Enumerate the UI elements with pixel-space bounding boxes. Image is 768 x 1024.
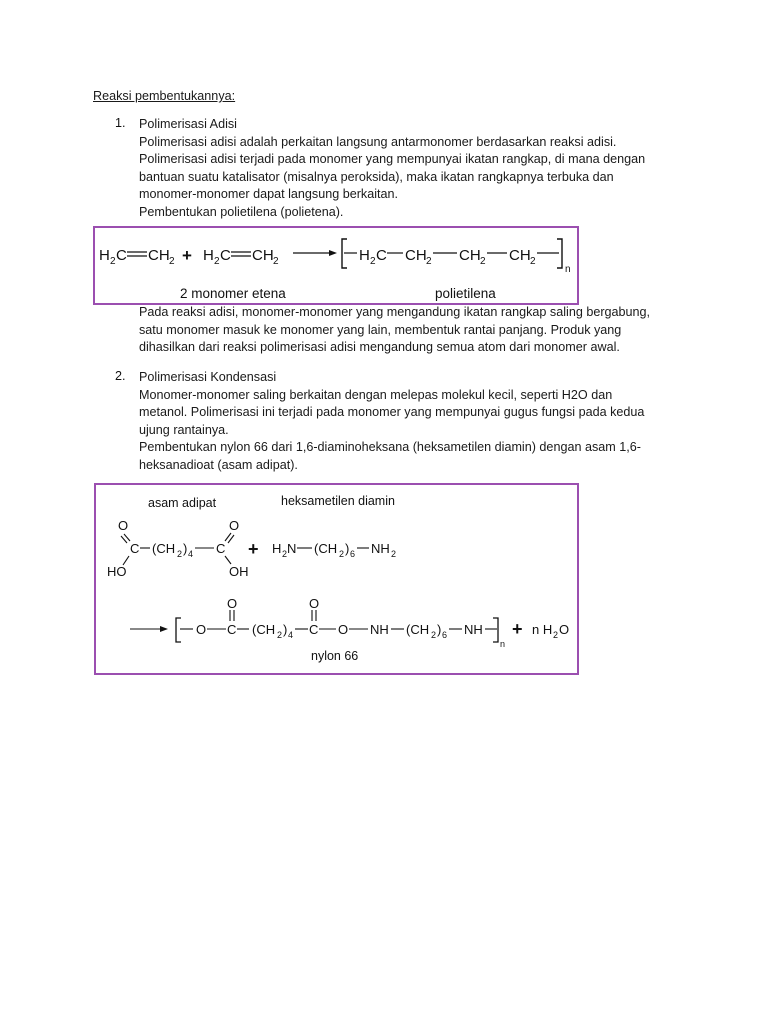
svg-text:(CH: (CH xyxy=(252,622,276,637)
svg-text:2: 2 xyxy=(553,630,559,640)
nylon-66-reaction-diagram xyxy=(96,485,577,673)
section-2-line: Pembentukan nylon 66 dari 1,6-diaminoheksana (heksametilen diamin) dengan asam 1,6- xyxy=(139,440,641,455)
svg-text:CH: CH xyxy=(459,247,481,264)
svg-text:2: 2 xyxy=(177,549,183,559)
svg-text:H: H xyxy=(99,247,110,264)
svg-text:2: 2 xyxy=(530,256,536,267)
svg-text:(CH: (CH xyxy=(152,541,176,556)
svg-text:2: 2 xyxy=(277,630,283,640)
svg-text:O: O xyxy=(559,622,570,637)
polyethylene-reaction-figure xyxy=(93,226,579,305)
svg-text:2: 2 xyxy=(426,256,432,267)
section-1-number: 1. xyxy=(115,116,126,130)
svg-text:NH: NH xyxy=(370,622,389,637)
svg-text:N: N xyxy=(287,541,297,556)
adipic-acid-label: asam adipat xyxy=(148,496,217,510)
svg-text:C: C xyxy=(116,247,127,264)
svg-text:CH: CH xyxy=(405,247,427,264)
section-1-line: bantuan suatu katalisator (misalnya peroksida), maka ikatan rangkapnya terbuka dan xyxy=(139,169,614,184)
svg-text:2: 2 xyxy=(214,256,220,267)
section-2-title: Polimerisasi Kondensasi xyxy=(139,370,277,384)
section-2-line: heksanadioat (asam adipat). xyxy=(139,457,298,472)
svg-text:O: O xyxy=(229,518,240,533)
svg-text:H: H xyxy=(272,541,282,556)
svg-text:H: H xyxy=(359,247,370,264)
section-2-number: 2. xyxy=(115,369,126,383)
section-1-line: Pembentukan polietilena (polietena). xyxy=(139,204,344,219)
section-2-line: metanol. Polimerisasi ini terjadi pada monomer yang mempunyai gugus fungsi pada kedua xyxy=(139,405,645,420)
svg-text:n H: n H xyxy=(532,622,553,637)
svg-text:O: O xyxy=(118,518,129,533)
svg-text:C: C xyxy=(220,247,231,264)
svg-text:4: 4 xyxy=(288,630,294,640)
svg-text:O: O xyxy=(309,596,320,611)
svg-text:+: + xyxy=(512,619,523,639)
svg-text:O: O xyxy=(227,596,238,611)
svg-text:NH: NH xyxy=(371,541,390,556)
svg-text:C: C xyxy=(309,622,319,637)
svg-text:2: 2 xyxy=(273,256,279,267)
svg-text:H: H xyxy=(203,247,214,264)
explanation-line: satu monomer masuk ke monomer yang lain, membentuk rantai panjang. Produk yang xyxy=(139,322,622,337)
section-2-line: Monomer-monomer saling berkaitan dengan melepas molekul kecil, seperti H2O dan xyxy=(139,387,613,402)
svg-text:4: 4 xyxy=(188,549,194,559)
section-1-line: Polimerisasi adisi terjadi pada monomer yang mempunyai ikatan rangkap, di mana dengan xyxy=(139,152,646,167)
svg-text:C: C xyxy=(216,541,226,556)
svg-text:2: 2 xyxy=(169,256,175,267)
svg-text:+: + xyxy=(248,539,259,559)
svg-text:2: 2 xyxy=(431,630,437,640)
svg-text:(CH: (CH xyxy=(406,622,430,637)
svg-text:O: O xyxy=(196,622,207,637)
polyethylene-reaction-diagram xyxy=(95,228,577,303)
svg-text:CH: CH xyxy=(509,247,531,264)
monomer-label: 2 monomer etena xyxy=(180,286,286,301)
section-2-line: ujung rantainya. xyxy=(139,422,229,437)
svg-text:): ) xyxy=(183,541,188,556)
polymer-label: polietilena xyxy=(435,286,496,301)
svg-text:(CH: (CH xyxy=(314,541,338,556)
svg-text:6: 6 xyxy=(442,630,448,640)
svg-text:HO: HO xyxy=(107,564,127,579)
section-1-line: monomer-monomer dapat langsung berkaitan. xyxy=(139,187,399,202)
svg-text:OH: OH xyxy=(229,564,249,579)
svg-text:CH: CH xyxy=(252,247,274,264)
nylon-66-reaction-figure xyxy=(94,483,579,675)
section-2-body xyxy=(139,369,679,475)
nylon-66-label: nylon 66 xyxy=(311,649,359,663)
explanation-line: Pada reaksi adisi, monomer-monomer yang mengandung ikatan rangkap saling bergabung, xyxy=(139,305,651,319)
svg-text:2: 2 xyxy=(370,256,376,267)
section-heading: Reaksi pembentukannya: xyxy=(93,89,236,103)
svg-text:C: C xyxy=(376,247,387,264)
svg-text:NH: NH xyxy=(464,622,483,637)
svg-text:2: 2 xyxy=(282,549,288,559)
svg-text:2: 2 xyxy=(110,256,116,267)
section-1-line: Polimerisasi adisi adalah perkaitan langsung antarmonomer berdasarkan reaksi adisi. xyxy=(139,134,617,149)
section-1-body xyxy=(139,116,679,222)
explanation-line: dihasilkan dari reaksi polimerisasi adisi mengandung semua atom dari monomer awal. xyxy=(139,340,620,355)
svg-text:n: n xyxy=(565,264,571,275)
section-1-title: Polimerisasi Adisi xyxy=(139,117,237,131)
svg-text:+: + xyxy=(182,246,192,265)
svg-text:2: 2 xyxy=(391,549,397,559)
svg-text:CH: CH xyxy=(148,247,170,264)
section-1-explanation xyxy=(139,304,679,357)
svg-text:n: n xyxy=(500,639,506,649)
svg-text:O: O xyxy=(338,622,349,637)
svg-text:2: 2 xyxy=(339,549,345,559)
svg-text:): ) xyxy=(283,622,288,637)
svg-text:): ) xyxy=(345,541,350,556)
svg-text:C: C xyxy=(227,622,237,637)
diamine-label: heksametilen diamin xyxy=(281,494,395,508)
svg-text:6: 6 xyxy=(350,549,356,559)
svg-text:2: 2 xyxy=(480,256,486,267)
svg-text:C: C xyxy=(130,541,140,556)
svg-text:): ) xyxy=(437,622,442,637)
